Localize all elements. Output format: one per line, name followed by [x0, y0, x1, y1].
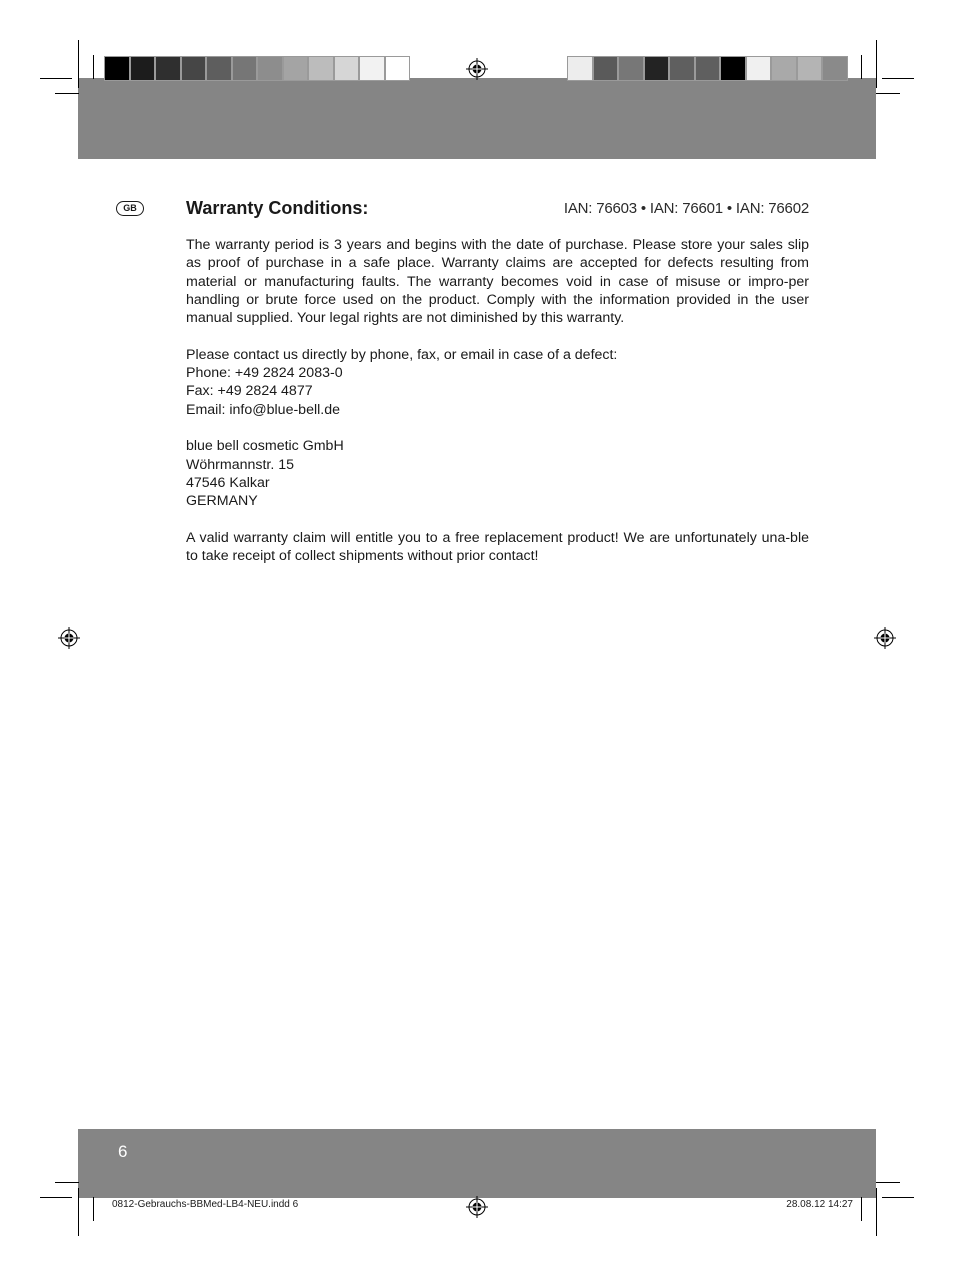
color-swatch: [232, 56, 258, 81]
color-swatch: [720, 56, 746, 81]
color-swatch: [644, 56, 670, 81]
color-swatch: [308, 56, 334, 81]
language-badge: GB: [116, 201, 144, 216]
contact-intro: Please contact us directly by phone, fax, or email in case of a defect:: [186, 346, 618, 363]
crop-mark: [78, 1188, 79, 1236]
address-street: Wöhrmannstr. 15: [186, 456, 295, 473]
color-swatch: [746, 56, 772, 81]
replacement-paragraph: A valid warranty claim will entitle you to a free replacement product! We are unfortunately una-ble to take receipt of collect shipments without prior contact!: [186, 529, 809, 565]
fax-line: Fax: +49 2824 4877: [186, 383, 313, 400]
address-city: 47546 Kalkar: [186, 474, 270, 491]
color-bar-right: [567, 56, 848, 81]
crop-mark: [861, 1197, 862, 1221]
color-bar-left: [104, 56, 410, 81]
crop-mark: [40, 78, 72, 79]
registration-mark-icon: [58, 627, 80, 649]
ian-numbers: IAN: 76603 • IAN: 76601 • IAN: 76602: [563, 200, 809, 217]
crop-mark: [93, 55, 94, 79]
color-swatch: [618, 56, 644, 81]
warranty-paragraph: The warranty period is 3 years and begins with the date of purchase. Please store your sales slip as proof of purchase in a safe place. Warranty claims are accepted for defects resulting from material or manufacturing faults. The warranty becomes void in case of misuse or impro-per handling or brute force used on the product. Comply with the information provided in the user manual supplied. Your legal rights are not diminished by this warranty.: [186, 237, 809, 327]
crop-mark: [876, 93, 900, 94]
color-swatch: [283, 56, 309, 81]
registration-mark-icon: [466, 58, 488, 80]
crop-mark: [876, 1188, 877, 1236]
registration-mark-icon: [466, 1196, 488, 1218]
crop-mark: [93, 1197, 94, 1221]
crop-mark: [78, 40, 79, 88]
color-swatch: [359, 56, 385, 81]
crop-mark: [882, 1197, 914, 1198]
color-swatch: [334, 56, 360, 81]
color-swatch: [593, 56, 619, 81]
registration-mark-icon: [874, 627, 896, 649]
color-swatch: [385, 56, 411, 81]
page-title: Warranty Conditions:: [186, 198, 369, 218]
company-name: blue bell cosmetic GmbH: [186, 438, 344, 455]
color-swatch: [257, 56, 283, 81]
header-band: [78, 78, 876, 159]
color-swatch: [771, 56, 797, 81]
color-swatch: [130, 56, 156, 81]
slug-timestamp: 28.08.12 14:27: [786, 1199, 853, 1210]
crop-mark: [55, 93, 79, 94]
page-number: 6: [118, 1142, 128, 1161]
color-swatch: [669, 56, 695, 81]
warranty-text: [186, 236, 809, 565]
footer-band: [78, 1129, 876, 1198]
color-swatch: [155, 56, 181, 81]
color-swatch: [695, 56, 721, 81]
address-country: GERMANY: [186, 493, 258, 510]
crop-mark: [55, 1182, 79, 1183]
email-line: Email: info@blue-bell.de: [186, 401, 340, 418]
color-swatch: [797, 56, 823, 81]
crop-mark: [882, 78, 914, 79]
phone-line: Phone: +49 2824 2083-0: [186, 365, 343, 382]
color-swatch: [181, 56, 207, 81]
crop-mark: [861, 55, 862, 79]
crop-mark: [876, 40, 877, 88]
color-swatch: [104, 56, 130, 81]
crop-mark: [40, 1197, 72, 1198]
slug-filename: 0812-Gebrauchs-BBMed-LB4-NEU.indd 6: [112, 1199, 299, 1210]
color-swatch: [567, 56, 593, 81]
color-swatch: [206, 56, 232, 81]
crop-mark: [876, 1182, 900, 1183]
color-swatch: [822, 56, 848, 81]
